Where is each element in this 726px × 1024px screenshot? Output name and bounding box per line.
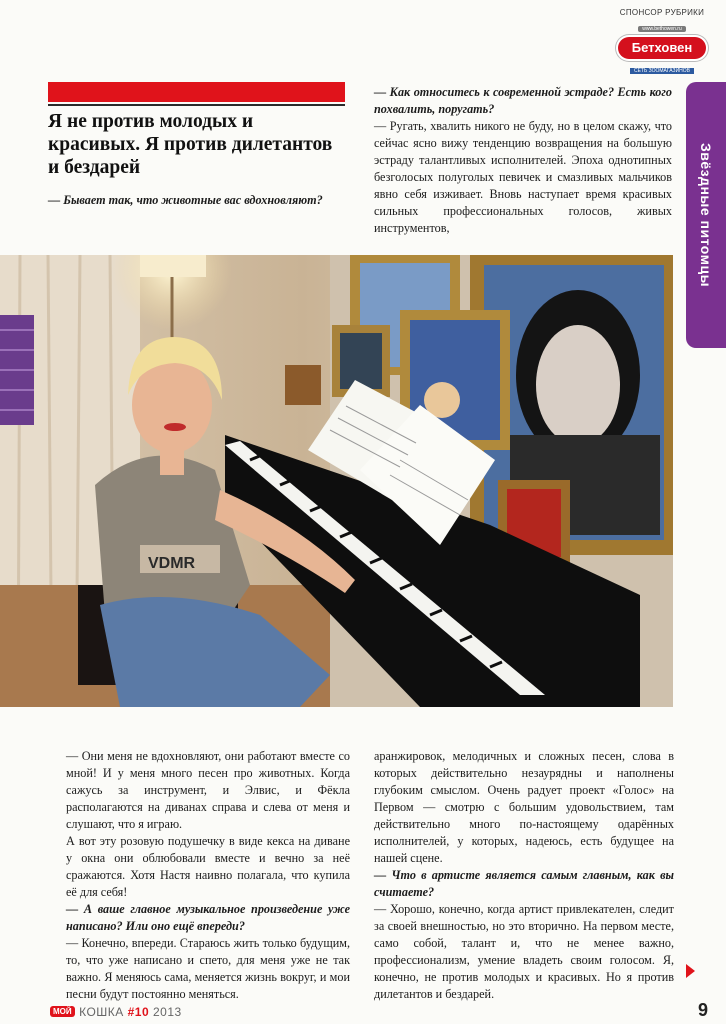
footer-magazine-title: КОШКА — [79, 1004, 124, 1019]
footer-magazine-name — [79, 1005, 182, 1019]
section-tab-label: Звёздные питомцы — [698, 142, 714, 288]
photo-illustration — [0, 255, 673, 707]
photo-shirt-print: VDMR — [148, 555, 196, 572]
sponsor-block — [608, 8, 716, 74]
paragraph-pillow: А вот эту розовую подушечку в виде кекса на диване у окна они облюбовали вместе и вечно за неё сражаются. Хотя Настя наивно полагала, что купила её для себя! — [66, 834, 350, 899]
footer-year: 2013 — [153, 1004, 182, 1019]
question-main-work: — А ваше главное музыкальное произведение уже написано? Или оно ещё впереди? — [66, 902, 350, 933]
question-modern-stage: — Как относитесь к современной эстраде? Есть кого похвалить, поругать? — [374, 85, 672, 116]
headline-rule — [48, 104, 345, 106]
answer-inspiration: — Они меня не вдохновляют, они работают вместе со мной! И у меня много песен про животных. Когда сажусь за инструмент, и Элвис, и Фёкла располагаются на диванах справа и слева от меня и слушают, что я играю. — [66, 749, 350, 831]
article-photo — [0, 255, 673, 707]
column-top-right — [374, 84, 672, 237]
footer-issue: #10 — [127, 1004, 150, 1019]
question-artist-main: — Что в артисте является самым главным, как вы считаете? — [374, 868, 674, 899]
column-bottom-left — [66, 748, 350, 1003]
continue-arrow-icon — [686, 964, 695, 978]
question-inspiration: — Бывает так, что животные вас вдохновляют? — [48, 193, 323, 207]
article-headline: Я не против молодых и красивых. Я против дилетантов и бездарей — [48, 111, 333, 178]
footer-brand-badge: МОЙ — [50, 1006, 75, 1017]
page-number: 9 — [698, 1000, 709, 1020]
column-bottom-right — [374, 748, 674, 1003]
answer-modern-stage-cont: аранжировок, мелодичных и сложных песен, слова в которых действительно незаурядны и наполнены глубоким смыслом. Очень радует проект «Голос» на Первом — смотрю с большим удовольствием, там действительно много по-настоящему одарённых исполнителей, у которых, надеюсь, есть будущее на нашей сцене. — [374, 749, 674, 865]
column-top-left — [48, 192, 344, 209]
answer-modern-stage: — Ругать, хвалить никого не буду, но в целом скажу, что сейчас ясно вижу тенденцию возвращения на большую эстраду талантливых исполнителей. Эпоха однотипных безголосых полуголых певичек и смазливых мальчиков явно себя изживает. Вновь наступает время красивых сильных профессиональных голосов, живых инструментов, — [374, 119, 672, 235]
sponsor-tagline: СЕТЬ ЗООМАГАЗИНОВ — [630, 68, 694, 74]
footer — [50, 1003, 182, 1023]
answer-artist-main: — Хорошо, конечно, когда артист привлекателен, следит за своей внешностью, но это вторично. На первом месте, само собой, талант и, что не менее важно, профессионализм, умение владеть своим голосом. Я, конечно, не против молодых и красивых. Но я против дилетантов и бездарей. — [374, 902, 674, 1001]
headline-red-bar — [48, 82, 345, 102]
answer-main-work: — Конечно, впереди. Стараюсь жить только будущим, то, что уже написано и спето, для меня уже не так важно. Я меняюсь сама, меняется жизнь вокруг, и мои песни будут постоянно меняться. — [66, 936, 350, 1001]
sponsor-caption: СПОНСОР РУБРИКИ — [619, 8, 705, 17]
sponsor-url: www.bethowen.ru — [638, 26, 685, 32]
section-tab — [686, 82, 726, 348]
sponsor-logo: Бетховен — [618, 37, 706, 59]
